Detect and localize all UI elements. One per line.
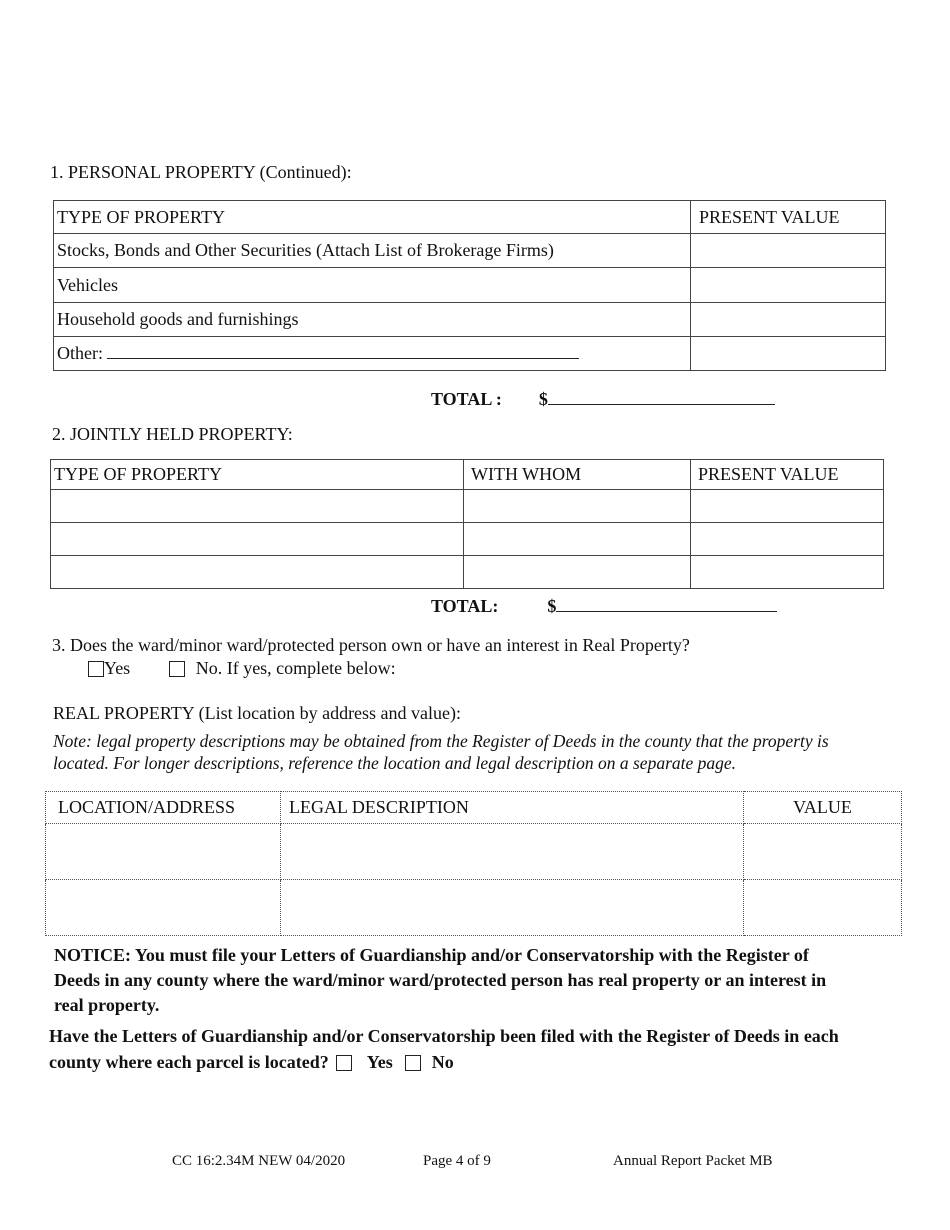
personal-property-table [53, 200, 886, 371]
no-label: No. If yes, complete below: [195, 658, 396, 678]
cell[interactable] [51, 556, 464, 589]
col-header-location: LOCATION/ADDRESS [46, 792, 281, 824]
value-cell[interactable] [691, 337, 886, 371]
yes-checkbox[interactable] [88, 661, 104, 677]
note-line-2: located. For longer descriptions, reference the location and legal description on a separate page. [53, 753, 737, 773]
real-property-options [88, 658, 396, 679]
cell[interactable] [281, 880, 744, 936]
notice-block [54, 943, 826, 1018]
section1-heading: 1. PERSONAL PROPERTY (Continued): [50, 162, 352, 182]
filed-yes-label: Yes [366, 1052, 393, 1072]
footer-form-number: CC 16:2.34M NEW 04/2020 [172, 1153, 346, 1169]
section3-question: 3. Does the ward/minor ward/protected person own or have an interest in Real Property? [52, 635, 690, 655]
other-blank-line[interactable] [107, 358, 579, 359]
cell[interactable] [464, 556, 691, 589]
real-property-table [45, 791, 902, 936]
col-header-value: VALUE [744, 792, 902, 824]
cell[interactable] [46, 824, 281, 880]
col-header-with-whom: WITH WHOM [464, 460, 691, 490]
value-cell[interactable] [691, 234, 886, 268]
value-cell[interactable] [691, 303, 886, 337]
section1-total [431, 389, 775, 410]
property-type-cell: Stocks, Bonds and Other Securities (Attach List of Brokerage Firms) [54, 234, 691, 268]
table-row [54, 234, 886, 268]
cell[interactable] [691, 556, 884, 589]
section2-heading: 2. JOINTLY HELD PROPERTY: [52, 424, 293, 444]
filed-question-line-2: county where each parcel is located? [49, 1052, 329, 1072]
cell[interactable] [691, 523, 884, 556]
yes-label: Yes [104, 658, 131, 678]
notice-line-3: real property. [54, 995, 160, 1015]
total-blank-line[interactable] [556, 611, 777, 612]
other-label: Other: [57, 343, 103, 363]
table-row [46, 824, 902, 880]
table-row [51, 490, 884, 523]
col-header-value: PRESENT VALUE [691, 201, 886, 234]
cell[interactable] [464, 523, 691, 556]
property-type-cell: Household goods and furnishings [54, 303, 691, 337]
jointly-held-table [50, 459, 884, 589]
footer-packet: Annual Report Packet MB [613, 1153, 773, 1169]
notice-line-2: Deeds in any county where the ward/minor ward/protected person has real property or an interest in [54, 970, 827, 990]
table-row [51, 523, 884, 556]
cell[interactable] [744, 880, 902, 936]
filed-question-line-1: Have the Letters of Guardianship and/or Conservatorship been filed with the Register of Deeds in each [49, 1026, 839, 1046]
filed-question [49, 1023, 839, 1075]
cell[interactable] [691, 490, 884, 523]
note-line-1: Note: legal property descriptions may be obtained from the Register of Deeds in the county that the property is [53, 731, 829, 751]
cell[interactable] [744, 824, 902, 880]
table-row [51, 556, 884, 589]
total-currency: $ [538, 389, 548, 409]
value-cell[interactable] [691, 268, 886, 303]
real-property-heading: REAL PROPERTY (List location by address and value): [53, 703, 462, 723]
total-currency: $ [547, 596, 557, 616]
cell[interactable] [51, 523, 464, 556]
other-cell [54, 337, 691, 371]
col-header-legal: LEGAL DESCRIPTION [281, 792, 744, 824]
table-row [54, 303, 886, 337]
total-label: TOTAL: [431, 596, 499, 616]
property-type-cell: Vehicles [54, 268, 691, 303]
cell[interactable] [46, 880, 281, 936]
no-checkbox[interactable] [169, 661, 185, 677]
filed-yes-checkbox[interactable] [336, 1055, 352, 1071]
table-row [46, 880, 902, 936]
notice-line-1: NOTICE: You must file your Letters of Guardianship and/or Conservatorship with the Register of [54, 945, 809, 965]
cell[interactable] [51, 490, 464, 523]
section2-total [431, 596, 777, 617]
col-header-type: TYPE OF PROPERTY [51, 460, 464, 490]
filed-no-label: No [431, 1052, 454, 1072]
table-row [54, 268, 886, 303]
total-label: TOTAL : [431, 389, 502, 409]
total-blank-line[interactable] [548, 404, 775, 405]
table-row [54, 337, 886, 371]
filed-question-line-2-row [49, 1049, 839, 1075]
filed-no-checkbox[interactable] [405, 1055, 421, 1071]
col-header-type: TYPE OF PROPERTY [54, 201, 691, 234]
cell[interactable] [464, 490, 691, 523]
cell[interactable] [281, 824, 744, 880]
footer-page: Page 4 of 9 [423, 1153, 491, 1169]
col-header-value: PRESENT VALUE [691, 460, 884, 490]
